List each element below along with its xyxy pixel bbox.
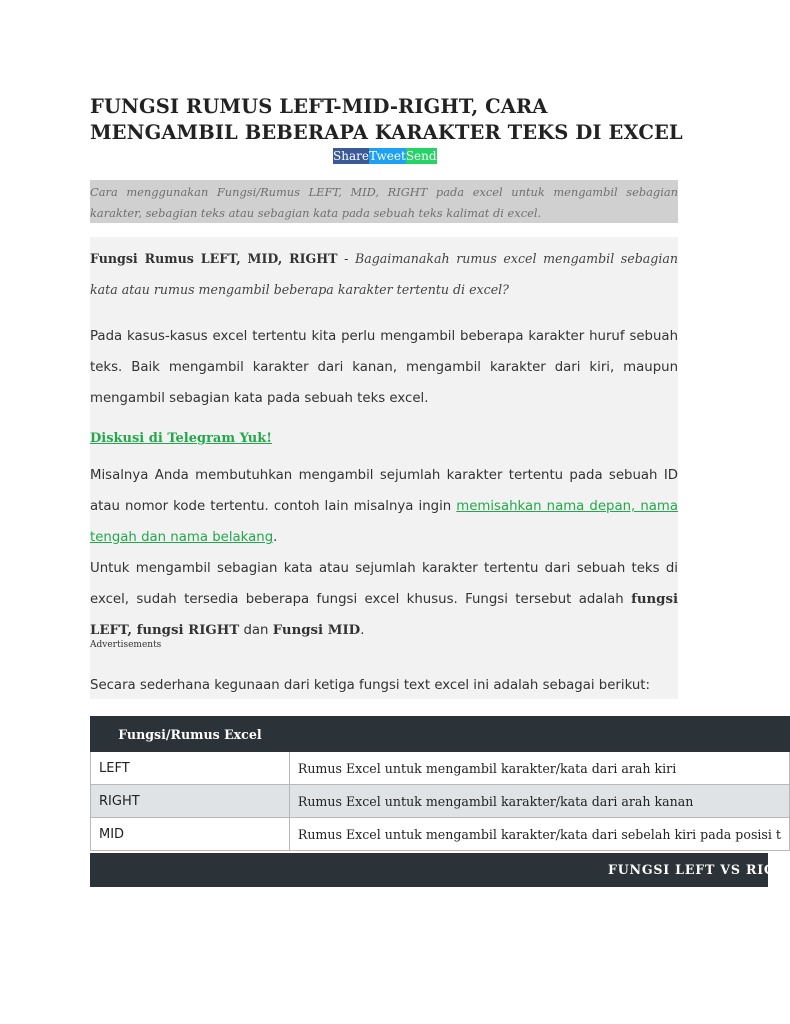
intro-dash: - xyxy=(337,251,355,266)
separator-1: , xyxy=(127,623,137,638)
fn-right-bold: fungsi RIGHT xyxy=(136,623,240,638)
paragraph-3 xyxy=(90,553,678,646)
cell-function: LEFT xyxy=(91,752,290,785)
article-body xyxy=(90,237,678,699)
title-line-1: FUNGSI RUMUS LEFT-MID-RIGHT, CARA xyxy=(90,95,548,118)
article-excerpt xyxy=(90,180,678,223)
cell-description: Rumus Excel untuk mengambil karakter/kata dari arah kanan xyxy=(289,785,789,818)
table-row xyxy=(91,785,790,818)
separator-2: dan xyxy=(239,623,273,638)
intro-italic: Bagaimanakah rumus excel mengambil sebagian kata atau rumus mengambil beberapa karakter tertentu di excel? xyxy=(90,251,678,297)
paragraph-2-text: Misalnya Anda membutuhkan mengambil sejumlah karakter tertentu pada sebuah ID atau nomor kode tertentu. contoh lain misalnya ingin xyxy=(90,468,678,514)
header-function: Fungsi/Rumus Excel xyxy=(91,717,290,752)
cell-function: RIGHT xyxy=(91,785,290,818)
send-button[interactable]: Send xyxy=(405,149,437,163)
header-description xyxy=(289,717,789,752)
paragraph-2 xyxy=(90,460,678,553)
function-table xyxy=(90,716,790,851)
fn-mid-bold: Fungsi MID xyxy=(272,623,361,638)
section-heading-bar xyxy=(90,853,789,887)
paragraph-3-text: Untuk mengambil sebagian kata atau sejumlah karakter tertentu dari sebuah teks di excel, sudah tersedia beberapa fungsi excel khusus. Fungsi tersebut adalah xyxy=(90,561,678,607)
table-row xyxy=(91,752,790,785)
fn-left-bold: fungsi LEFT xyxy=(90,592,678,638)
tweet-button[interactable]: Tweet xyxy=(368,149,406,163)
paragraph-4: Secara sederhana kegunaan dari ketiga fungsi text excel ini adalah sebagai berikut: xyxy=(90,678,650,693)
article-title xyxy=(90,94,690,146)
cell-description: Rumus Excel untuk mengambil karakter/kata dari arah kiri xyxy=(289,752,789,785)
share-buttons xyxy=(333,148,437,164)
telegram-link[interactable]: Diskusi di Telegram Yuk! xyxy=(90,431,272,446)
table-row xyxy=(91,818,790,851)
share-button[interactable]: Share xyxy=(333,149,369,163)
cell-function: MID xyxy=(91,818,290,851)
split-name-link[interactable]: memisahkan nama depan, nama tengah dan nama belakang xyxy=(90,499,678,545)
paragraph-2-end: . xyxy=(273,530,278,545)
title-line-2: MENGAMBIL BEBERAPA KARAKTER TEKS DI EXCEL xyxy=(90,121,683,144)
intro-bold: Fungsi Rumus LEFT, MID, RIGHT xyxy=(90,251,338,266)
paragraph-3-end: . xyxy=(360,623,365,638)
intro-paragraph xyxy=(90,243,678,305)
advertisements-label: Advertisements xyxy=(90,640,162,650)
table-header-row xyxy=(91,717,790,752)
section-heading-text: FUNGSI LEFT VS RIGH xyxy=(608,862,789,877)
paragraph-1: Pada kasus-kasus excel tertentu kita perlu mengambil beberapa karakter huruf sebuah teks. Baik mengambil karakter dari kanan, mengambil karakter dari kiri, maupun mengambil sebagian kata pada sebuah teks excel. xyxy=(90,329,678,406)
cell-description: Rumus Excel untuk mengambil karakter/kata dari sebelah kiri pada posisi t xyxy=(289,818,789,851)
excerpt-text: Cara menggunakan Fungsi/Rumus LEFT, MID, RIGHT pada excel untuk mengambil sebagian karakter, sebagian teks atau sebagian kata pada sebuah teks kalimat di excel. xyxy=(90,185,678,220)
